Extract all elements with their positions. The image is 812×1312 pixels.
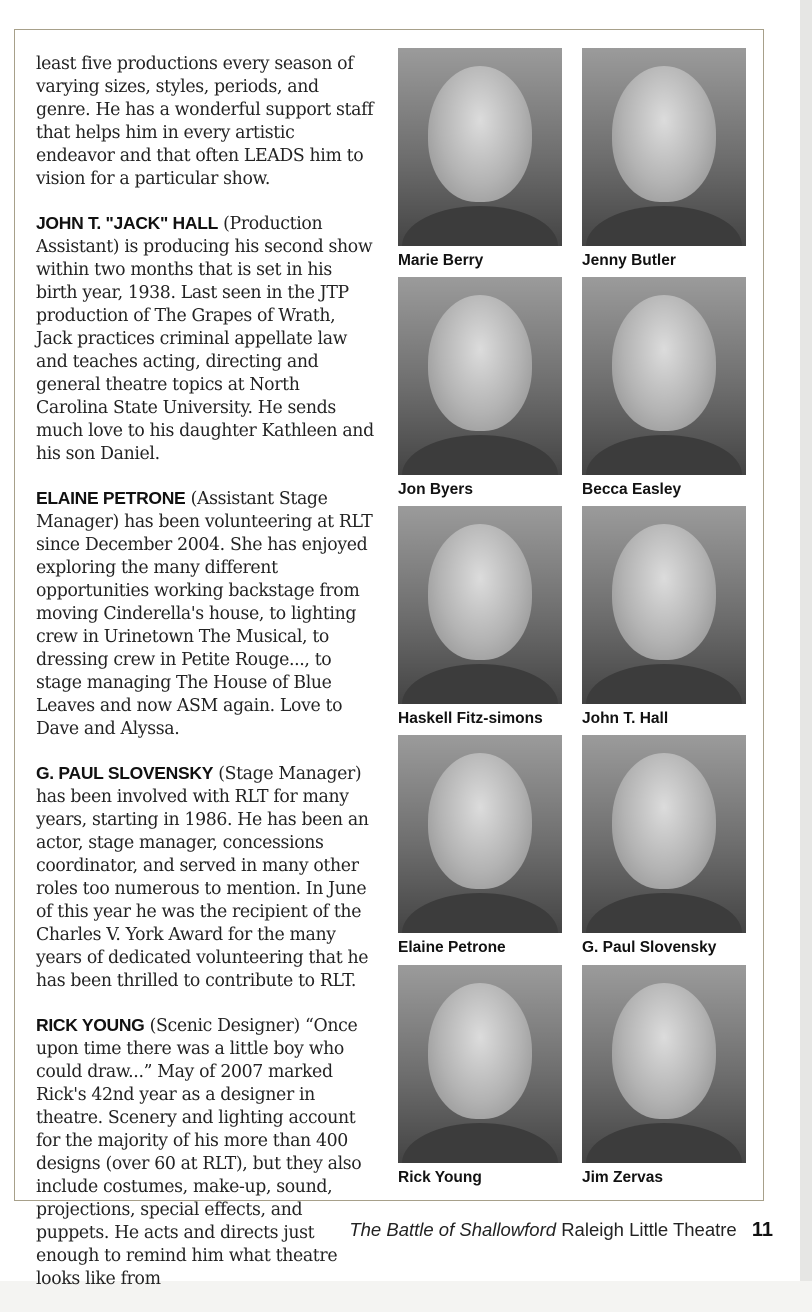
bio-text: (Production Assistant) is producing his second show within two months that is set in his birth year, 1938. Last seen in the JTP production of The Grapes of Wrath, Jack practices criminal appellate law and teaches acting, directing and general theatre topics at North Carolina State University. He sends much love to his daughter Kathleen and his son Daniel.	[36, 214, 374, 464]
headshot-caption: Jenny Butler	[582, 252, 676, 269]
headshot-photo	[398, 506, 562, 704]
bio-name: ELAINE PETRONE	[36, 488, 186, 508]
headshot-caption: Elaine Petrone	[398, 939, 506, 956]
show-title: The Battle of Shallowford	[349, 1219, 557, 1240]
shoulders-shape	[402, 206, 558, 246]
page-number: 11	[751, 1219, 773, 1241]
bio-text: least five productions every season of varying sizes, styles, periods, and genre. He has a wonderful support staff that helps him in every artistic endeavor and that often LEADS him to vision for a particular show.	[36, 54, 374, 189]
theatre-name: Raleigh Little Theatre	[561, 1219, 737, 1240]
headshot	[582, 506, 746, 729]
headshot	[582, 735, 746, 958]
face-shape	[428, 983, 532, 1119]
headshot-caption: Jon Byers	[398, 481, 473, 498]
face-shape	[612, 295, 716, 431]
headshot-photo	[398, 48, 562, 246]
bio-name: RICK YOUNG	[36, 1015, 145, 1035]
headshot-photo	[398, 277, 562, 475]
bio-name: G. PAUL SLOVENSKY	[36, 763, 214, 783]
shoulders-shape	[586, 664, 742, 704]
shoulders-shape	[586, 1123, 742, 1163]
bio-paragraph	[36, 762, 376, 993]
face-shape	[612, 66, 716, 202]
headshot	[582, 48, 746, 271]
face-shape	[612, 753, 716, 889]
bio-text: (Scenic Designer) “Once upon time there was a little boy who could draw...” May of 2007 marked Rick's 42nd year as a designer in theatre. Scenery and lighting account for the majority of his more than 400 designs (over 60 at RLT), but they also include costumes, make-up, sound, projections, special effects, and puppets. He acts and directs just enough to remind him what theatre looks like from	[36, 1016, 362, 1289]
headshot-photo	[398, 965, 562, 1163]
page-edge	[800, 0, 812, 1281]
bio-text: (Assistant Stage Manager) has been volunteering at RLT since December 2004. She has enjoyed exploring the many different opportunities working backstage from moving Cinderella's house, to lighting crew in Urinetown The Musical, to dressing crew in Petite Rouge..., to stage managing The House of Blue Leaves and now ASM again. Love to Dave and Alyssa.	[36, 489, 373, 739]
shoulders-shape	[586, 435, 742, 475]
headshot-caption: John T. Hall	[582, 710, 669, 727]
headshot	[398, 277, 562, 500]
bio-text: (Stage Manager) has been involved with RLT for many years, starting in 1986. He has been an actor, stage manager, concessions coordinator, and served in many other roles too numerous to mention. In June of this year he was the recipient of the Charles V. York Award for the many years of dedicated volunteering that he has been thrilled to contribute to RLT.	[36, 764, 369, 991]
page-footer	[0, 1219, 773, 1242]
shoulders-shape	[402, 435, 558, 475]
face-shape	[612, 524, 716, 660]
face-shape	[612, 983, 716, 1119]
bio-paragraph	[36, 53, 376, 191]
shoulders-shape	[402, 1123, 558, 1163]
headshot-caption: G. Paul Slovensky	[582, 939, 717, 956]
bio-paragraph	[36, 212, 376, 466]
headshot-photo	[582, 48, 746, 246]
headshot	[582, 965, 746, 1188]
shoulders-shape	[402, 893, 558, 933]
shoulders-shape	[402, 664, 558, 704]
headshot-photo	[582, 735, 746, 933]
face-shape	[428, 524, 532, 660]
headshot	[398, 735, 562, 958]
bio-paragraph	[36, 487, 376, 741]
face-shape	[428, 753, 532, 889]
headshot	[398, 506, 562, 729]
bio-column	[36, 53, 376, 1312]
headshot-caption: Rick Young	[398, 1169, 482, 1186]
headshot	[582, 277, 746, 500]
headshot-photo	[582, 965, 746, 1163]
headshot-caption: Marie Berry	[398, 252, 484, 269]
bio-name: JOHN T. "JACK" HALL	[36, 213, 219, 233]
headshot-photo	[582, 506, 746, 704]
headshot	[398, 48, 562, 271]
face-shape	[428, 66, 532, 202]
shoulders-shape	[586, 206, 742, 246]
face-shape	[428, 295, 532, 431]
headshot-caption: Jim Zervas	[582, 1169, 663, 1186]
headshot-photo	[582, 277, 746, 475]
headshot	[398, 965, 562, 1188]
bio-paragraph	[36, 1014, 376, 1291]
headshot-caption: Haskell Fitz-simons	[398, 710, 543, 727]
shoulders-shape	[586, 893, 742, 933]
headshot-photo	[398, 735, 562, 933]
headshot-caption: Becca Easley	[582, 481, 682, 498]
